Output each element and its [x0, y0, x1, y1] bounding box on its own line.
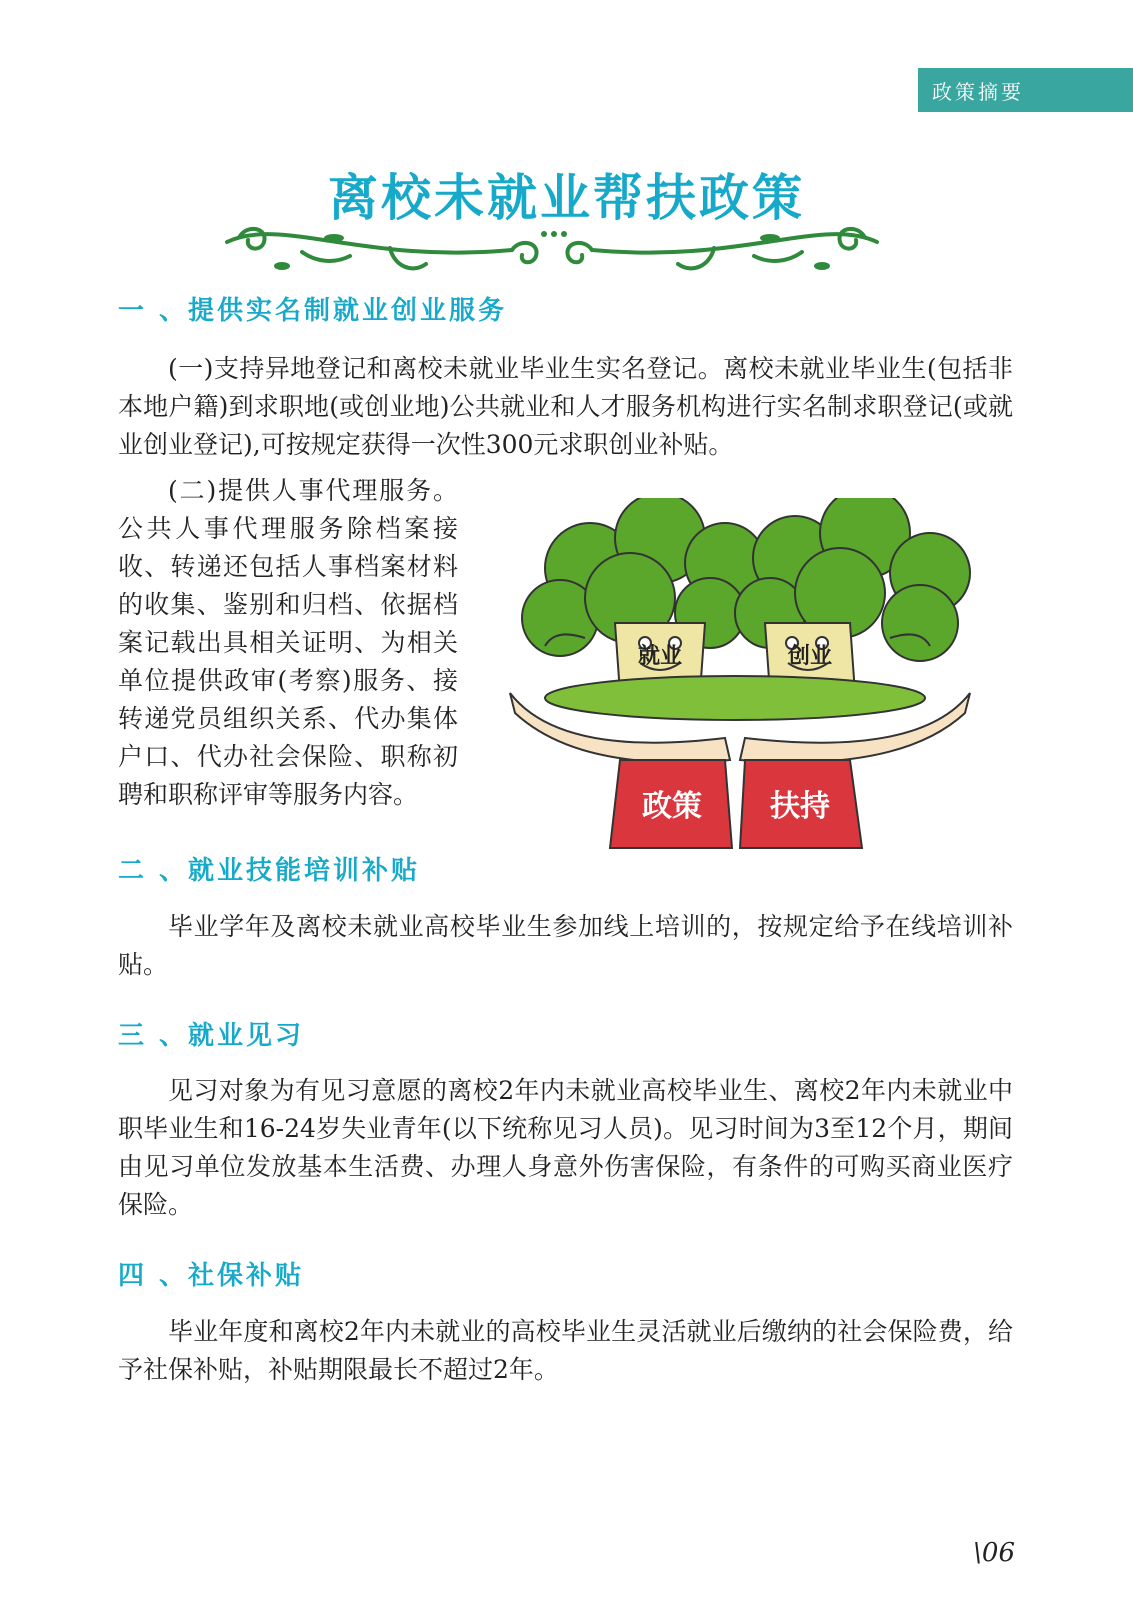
- right-tree: [735, 498, 970, 693]
- paragraph: (二)提供人事代理服务。公共人事代理服务除档案接收、转递还包括人事档案材料的收集、鉴别和归档、依据档案记载出具相关证明、为相关单位提供政审(考察)服务、接转递党员组织关系、代办集体户口、代办社会保险、职称初聘和职称评审等服务内容。: [118, 476, 458, 809]
- sleeve-right-label: 扶持: [770, 789, 830, 824]
- section-tag: 政策摘要: [918, 68, 1133, 112]
- section-heading-2: 二 、就业技能培训补贴: [118, 856, 421, 886]
- paragraph: 毕业年度和离校2年内未就业的高校毕业生灵活就业后缴纳的社会保险费，给予社保补贴，补贴期限最长不超过2年。: [118, 1317, 1013, 1384]
- sleeve-left-label: 政策: [642, 789, 702, 824]
- paragraph: (一)支持异地登记和离校未就业毕业生实名登记。离校未就业毕业生(包括非本地户籍)到求职地(或创业地)公共就业和人才服务机构进行实名制求职登记(或就业创业登记),可按规定获得一次性300元求职创业补贴。: [118, 354, 1013, 459]
- ground: [545, 676, 925, 720]
- tree-right-label: 创业: [787, 644, 833, 669]
- section-heading-4: 四 、社保补贴: [118, 1261, 305, 1291]
- page-title: 离校未就业帮扶政策: [328, 169, 805, 227]
- paragraph: 见习对象为有见习意愿的离校2年内未就业高校毕业生、离校2年内未就业中职毕业生和16-24岁失业青年(以下统称见习人员)。见习时间为3至12个月，期间由见习单位发放基本生活费、办理人身意外伤害保险，有条件的可购买商业医疗保险。: [118, 1076, 1013, 1219]
- section-heading-1: 一 、提供实名制就业创业服务: [118, 296, 508, 326]
- vine-ornament-icon: [222, 218, 882, 288]
- section-heading-3: 三 、就业见习: [118, 1021, 305, 1051]
- tree-hands-illustration: [500, 498, 980, 868]
- tree-left-label: 就业: [637, 644, 683, 669]
- page-number: \06: [973, 1538, 1015, 1568]
- paragraph: 毕业学年及离校未就业高校毕业生参加线上培训的，按规定给予在线培训补贴。: [118, 912, 1013, 979]
